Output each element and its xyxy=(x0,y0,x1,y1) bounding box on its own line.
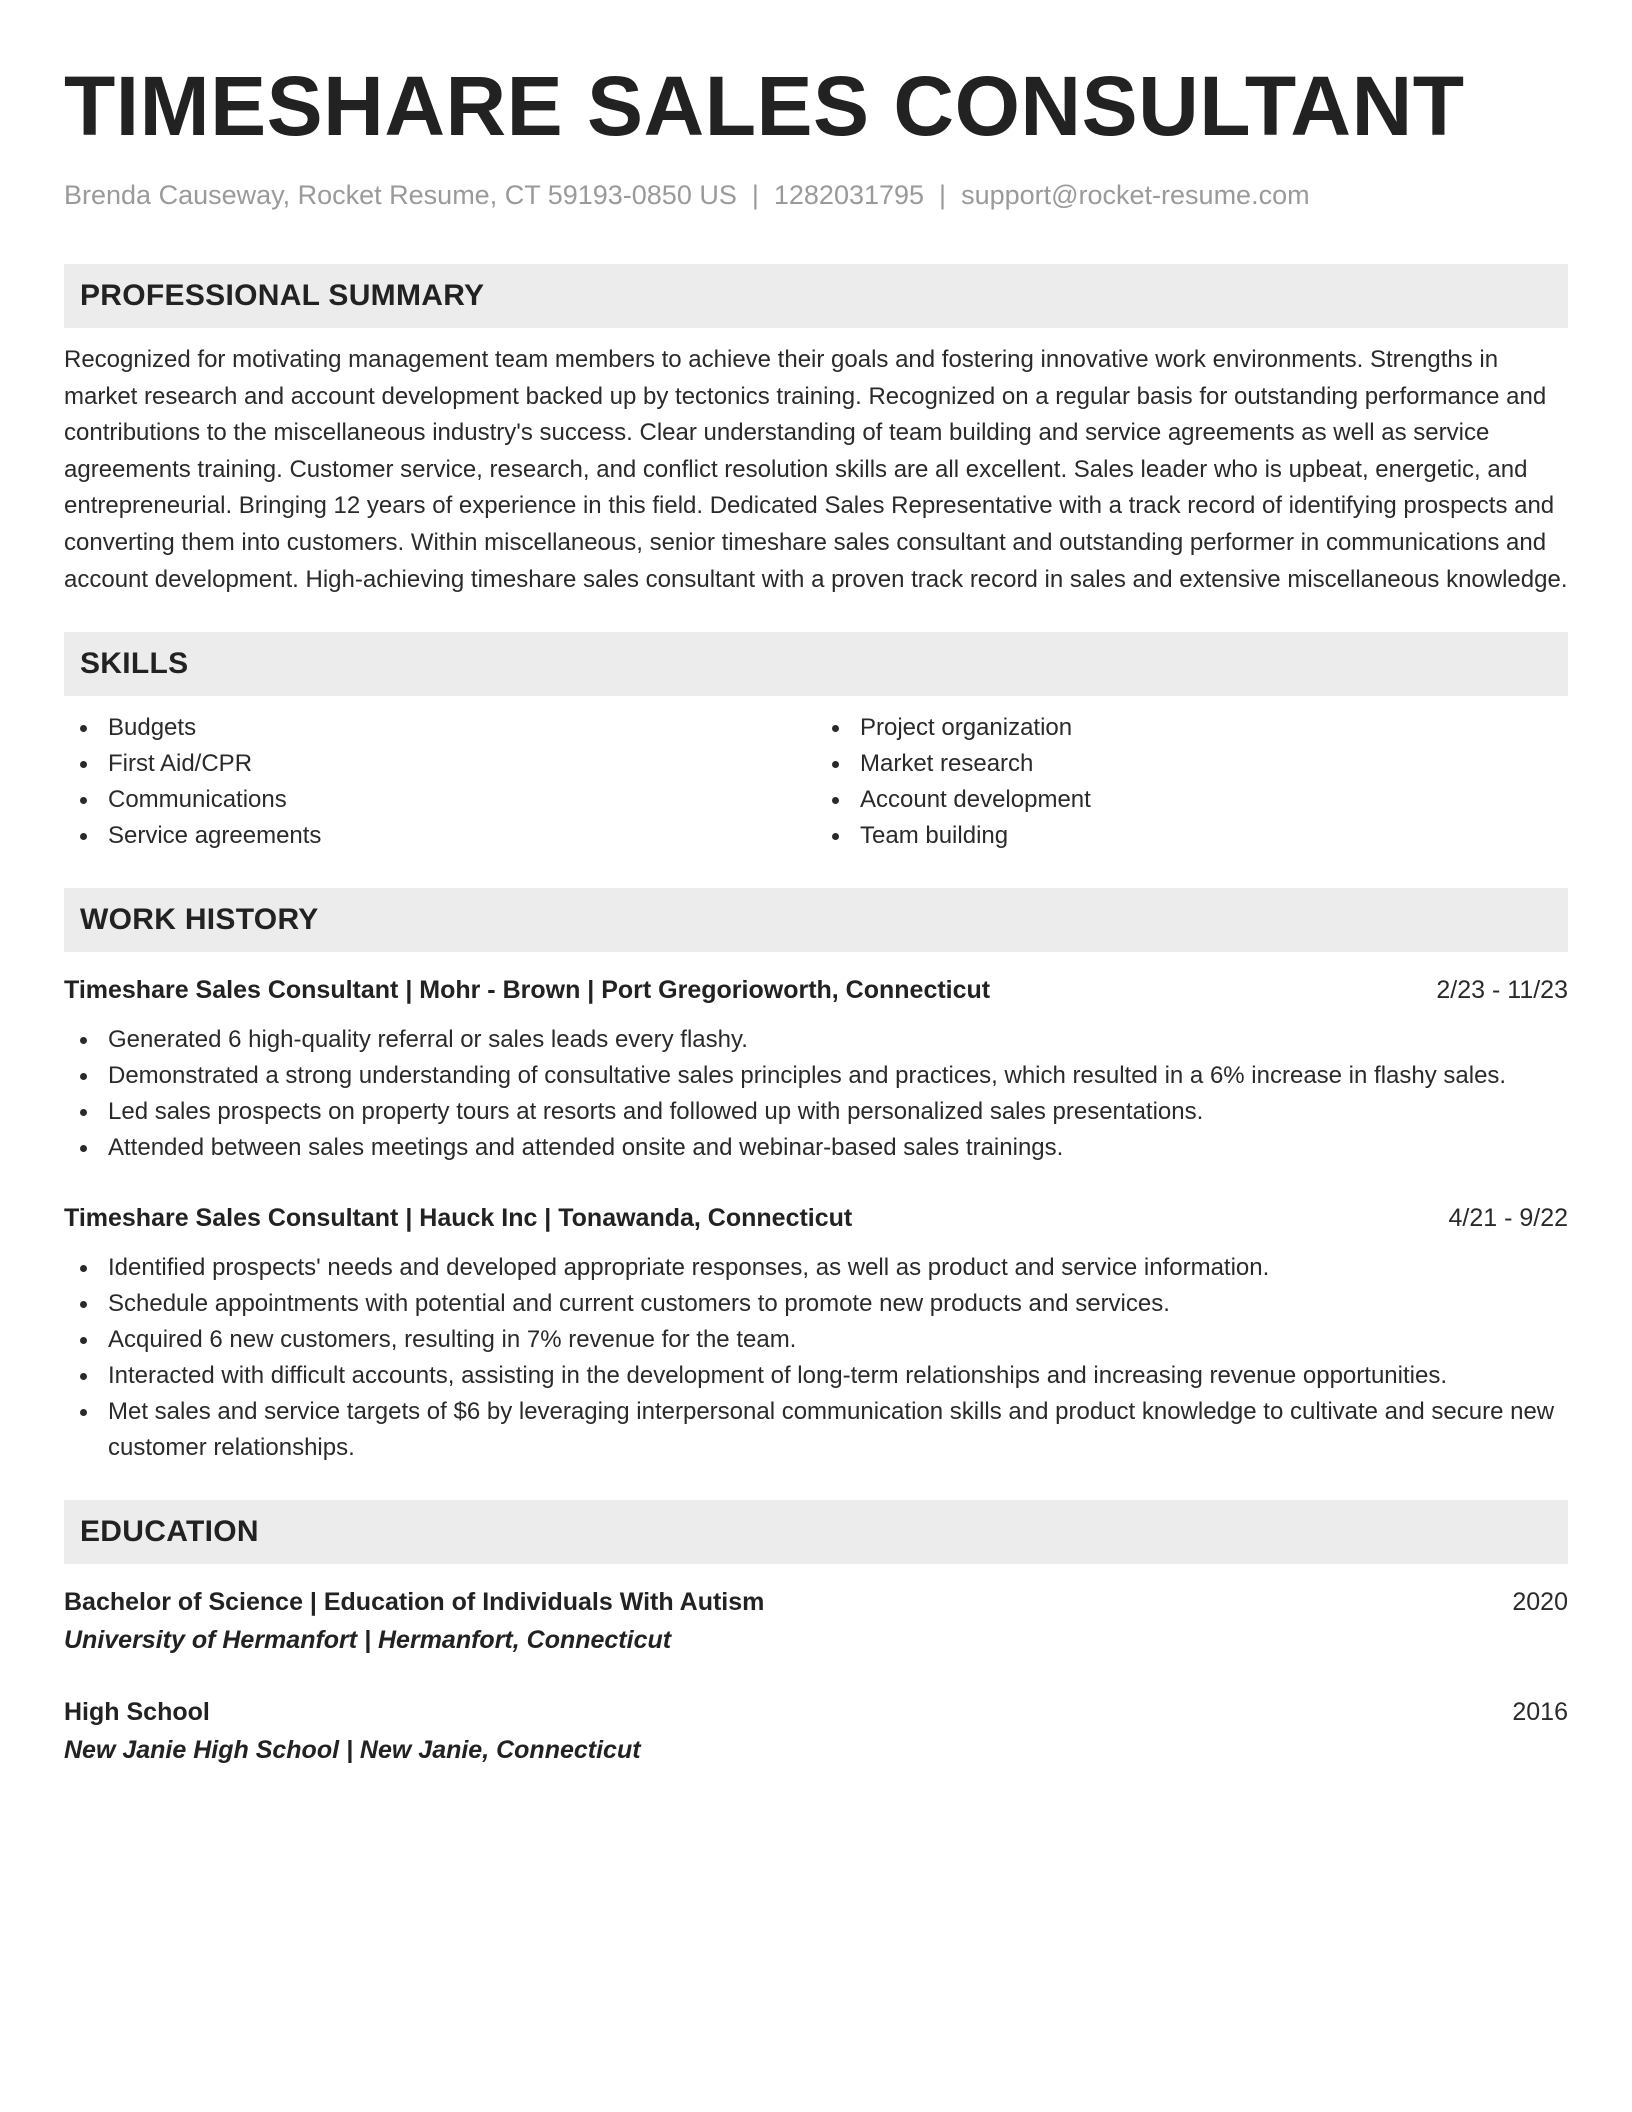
resume-title: TIMESHARE SALES CONSULTANT xyxy=(64,59,1465,153)
job-bullet-list xyxy=(64,1022,1568,1166)
contact-address: Brenda Causeway, Rocket Resume, CT 59193-0850 US xyxy=(64,180,737,210)
skills-column-left xyxy=(64,710,816,854)
job-title: Timeshare Sales Consultant | Hauck Inc | Tonawanda, Connecticut xyxy=(64,1204,853,1233)
education-year: 2016 xyxy=(1512,1698,1568,1727)
contact-separator: | xyxy=(751,180,759,210)
education-degree: High School xyxy=(64,1698,210,1727)
skill-item: Account development xyxy=(816,782,1568,818)
job-bullet: Schedule appointments with potential and current customers to promote new products and services. xyxy=(64,1286,1568,1322)
education-heading-row xyxy=(64,1584,1568,1620)
job-bullet: Met sales and service targets of $6 by leveraging interpersonal communication skills and product knowledge to cultivate and secure new customer relationships. xyxy=(64,1394,1568,1466)
job-heading-row xyxy=(64,972,1568,1008)
job-bullet-list xyxy=(64,1250,1568,1466)
education-degree: Bachelor of Science | Education of Individuals With Autism xyxy=(64,1588,765,1617)
contact-line xyxy=(64,178,1568,212)
section-header-summary: PROFESSIONAL SUMMARY xyxy=(64,264,1568,328)
job-bullet: Attended between sales meetings and attended onsite and webinar-based sales trainings. xyxy=(64,1130,1568,1166)
job-dates: 2/23 - 11/23 xyxy=(1436,976,1568,1005)
job-heading-row xyxy=(64,1200,1568,1236)
job-bullet: Acquired 6 new customers, resulting in 7% revenue for the team. xyxy=(64,1322,1568,1358)
contact-email: support@rocket-resume.com xyxy=(961,180,1310,210)
skill-item: Service agreements xyxy=(64,818,816,854)
skills-grid xyxy=(64,710,1568,854)
section-header-education: EDUCATION xyxy=(64,1500,1568,1564)
section-header-work-history: WORK HISTORY xyxy=(64,888,1568,952)
skills-column-right xyxy=(816,710,1568,854)
education-entry xyxy=(64,1694,1568,1770)
section-header-skills: SKILLS xyxy=(64,632,1568,696)
skill-item: Budgets xyxy=(64,710,816,746)
summary-text: Recognized for motivating management team members to achieve their goals and fostering innovative work environments. Strengths in market research and account development backed up by tectonics training. Recognized on a regular basis for outstanding performance and contributions to the miscellaneous industry's success. Clear understanding of team building and service agreements as well as service agreements training. Customer service, research, and conflict resolution skills are all excellent. Sales leader who is upbeat, energetic, and entrepreneurial. Bringing 12 years of experience in this field. Dedicated Sales Representative with a track record of identifying prospects and converting them into customers. Within miscellaneous, senior timeshare sales consultant and outstanding performer in communications and account development. High-achieving timeshare sales consultant with a proven track record in sales and extensive miscellaneous knowledge. xyxy=(64,346,1568,593)
job-bullet: Demonstrated a strong understanding of consultative sales principles and practices, which resulted in a 6% increase in flashy sales. xyxy=(64,1058,1568,1094)
skill-item: Communications xyxy=(64,782,816,818)
skill-item: Project organization xyxy=(816,710,1568,746)
education-year: 2020 xyxy=(1512,1588,1568,1617)
education-entry xyxy=(64,1584,1568,1660)
education-heading-row xyxy=(64,1694,1568,1730)
job-bullet: Interacted with difficult accounts, assisting in the development of long-term relationships and increasing revenue opportunities. xyxy=(64,1358,1568,1394)
job-bullet: Led sales prospects on property tours at resorts and followed up with personalized sales presentations. xyxy=(64,1094,1568,1130)
education-school: New Janie High School | New Janie, Connecticut xyxy=(64,1736,641,1765)
skill-item: Market research xyxy=(816,746,1568,782)
job-bullet: Identified prospects' needs and developed appropriate responses, as well as product and service information. xyxy=(64,1250,1568,1286)
job-title: Timeshare Sales Consultant | Mohr - Brown | Port Gregorioworth, Connecticut xyxy=(64,976,991,1005)
job-entry xyxy=(64,1200,1568,1466)
skill-item: Team building xyxy=(816,818,1568,854)
skill-item: First Aid/CPR xyxy=(64,746,816,782)
contact-phone: 1282031795 xyxy=(773,180,925,210)
job-bullet: Generated 6 high-quality referral or sales leads every flashy. xyxy=(64,1022,1568,1058)
job-dates: 4/21 - 9/22 xyxy=(1448,1204,1568,1233)
job-entry xyxy=(64,972,1568,1166)
contact-separator: | xyxy=(939,180,947,210)
education-school: University of Hermanfort | Hermanfort, Connecticut xyxy=(64,1626,672,1655)
